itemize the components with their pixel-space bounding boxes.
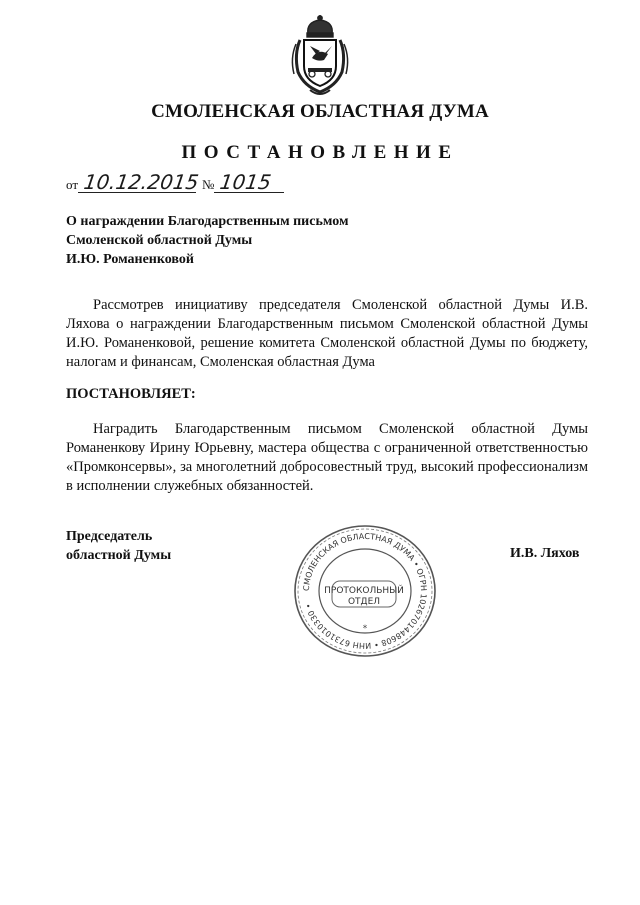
seal-center-line: ОТДЕЛ (347, 597, 381, 607)
seal-center-line: ПРОТОКОЛЬНЫЙ (324, 586, 404, 596)
resolution-paragraph: Наградить Благодарственным письмом Смоленской областной Думы Романенкову Ирину Юрьевну, мастера общества с ограниченной ответственностью «Промконсервы», за многолетний добросовестный труд, высокий профессионализм в исполнении служебных обязанностей. (66, 421, 588, 494)
document-type-title: ПОСТАНОВЛЕНИЕ (181, 142, 459, 163)
resolves-heading: ПОСТАНОВЛЯЕТ: (66, 386, 196, 402)
coat-of-arms-icon (286, 14, 354, 98)
date-field (78, 170, 201, 194)
subject-line: О награждении Благодарственным письмом (66, 214, 349, 229)
from-label: от (66, 177, 79, 192)
seal-ring-text: СМОЛЕНСКАЯ ОБЛАСТНАЯ ДУМА • ОГРН 1026701448608 • ИНН 6731010330 • (301, 531, 429, 651)
handwritten-number: 1015 (218, 170, 274, 194)
date-number-line (66, 172, 284, 193)
position-line: Председатель (66, 529, 153, 544)
organization-title: СМОЛЕНСКАЯ ОБЛАСТНАЯ ДУМА (151, 101, 489, 122)
handwritten-date: 10.12.2015 (82, 170, 201, 194)
seal-star-icon: * (362, 624, 368, 634)
number-label: № (202, 177, 215, 192)
signatory-position (66, 527, 171, 565)
number-field (214, 172, 284, 193)
subject-line: И.Ю. Романенковой (66, 252, 194, 267)
round-seal-stamp (292, 523, 438, 659)
position-line: областной Думы (66, 548, 172, 563)
subject-line: Смоленской областной Думы (66, 233, 253, 248)
subject-block (66, 212, 426, 269)
preamble-paragraph: Рассмотрев инициативу председателя Смоленской областной Думы И.В. Ляхова о награждении Благодарственным письмом Смоленской областной Думы И.Ю. Романенковой, решение комитета Смоленской областной Думы по бюджету, налогам и финансам, Смоленская областная Дума (66, 297, 588, 370)
signatory-name: И.В. Ляхов (510, 546, 580, 561)
